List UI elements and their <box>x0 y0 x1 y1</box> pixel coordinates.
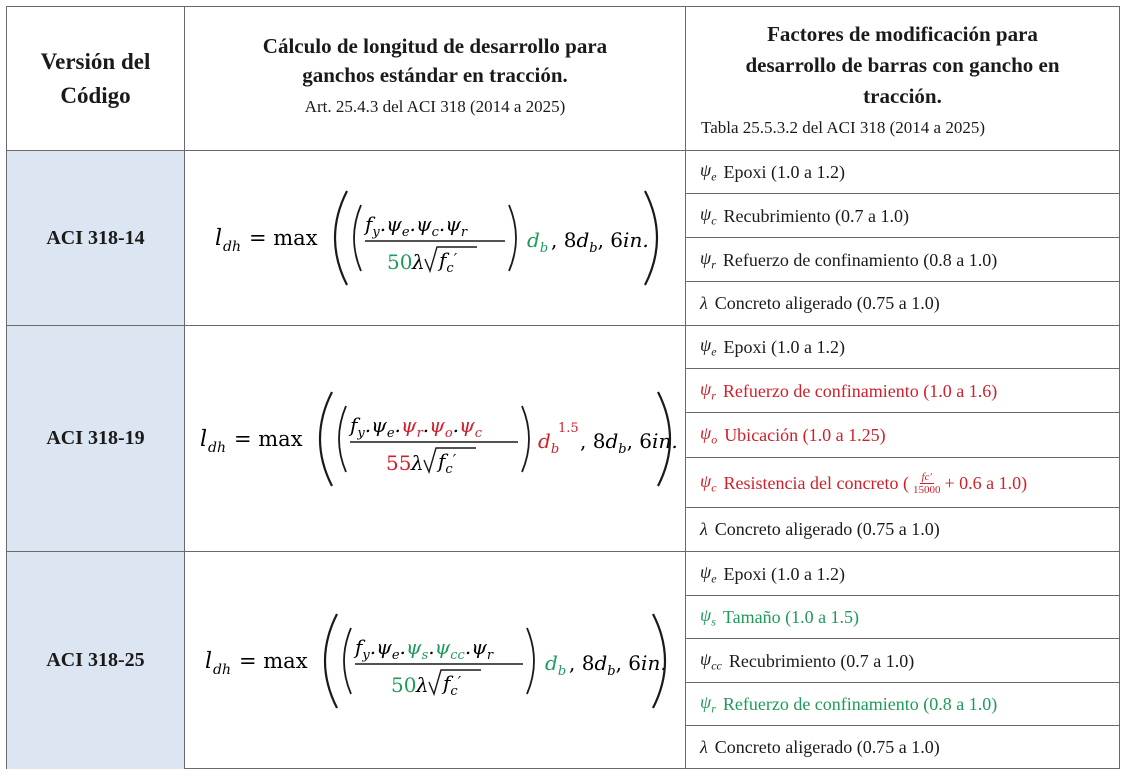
factor-symbol: $\psi_c$ <box>700 470 717 495</box>
factor-symbol: $\psi_o$ <box>700 423 718 447</box>
version-cell-318-14: ACI 318-14 <box>7 151 184 325</box>
factor-cell <box>686 458 1119 508</box>
db: $d_b$ <box>538 428 560 457</box>
factor-symbol: λ <box>700 737 708 757</box>
factor-symbol: $\psi_e$ <box>700 160 717 184</box>
numerator: $f_y.\psi_e.\psi_r.\psi_o.\psi_c$ <box>350 412 482 441</box>
denominator-rest: λ <box>416 672 429 697</box>
factor-divider <box>686 457 1119 458</box>
factor-symbol-sub: cc <box>711 658 722 673</box>
ld-comparison-table <box>6 6 1120 769</box>
op-max: = max <box>234 426 303 451</box>
factor-text: Recubrimiento (0.7 a 1.0) <box>728 650 915 671</box>
lhs-l: l <box>215 226 223 251</box>
factor-text: Concreto aligerado (0.75 a 1.0) <box>714 737 940 757</box>
factor-divider <box>686 682 1119 683</box>
factor-cell <box>686 683 1119 726</box>
db: $d_b$ <box>545 650 567 679</box>
factor-symbol: λ <box>700 519 708 539</box>
grid-hline-row2 <box>7 551 1119 552</box>
big-paren-left <box>335 191 347 285</box>
paren-right <box>527 628 534 694</box>
factor-symbol: $\psi_r$ <box>700 247 716 272</box>
factor-text-after: + 0.6 a 1.0) <box>944 472 1028 493</box>
factor-symbol-sub: e <box>711 344 717 359</box>
coef: 55 <box>386 450 412 475</box>
header-factors-subtitle: Tabla 25.5.3.2 del ACI 318 (2014 a 2025) <box>701 118 985 137</box>
fc: $f_c'$ <box>438 448 457 477</box>
tail: , $8d_b$, 6in. <box>569 650 667 679</box>
factor-text: Recubrimiento (0.7 a 1.0) <box>723 205 909 226</box>
lhs-sub: dh <box>223 239 241 255</box>
grid-hline-row1 <box>7 325 1119 326</box>
grid-vline-1 <box>184 7 185 768</box>
factor-divider <box>686 281 1119 282</box>
op-max: = max <box>239 648 308 673</box>
db-exponent: 1.5 <box>558 420 579 436</box>
numerator: $f_y.\psi_e.\psi_s.\psi_{cc}.\psi_r$ <box>355 634 494 663</box>
factor-text: Epoxi (1.0 a 1.2) <box>723 337 845 357</box>
coef: 50 <box>387 250 413 274</box>
factor-fraction-num: fc′ <box>921 470 932 483</box>
factor-symbol-sub: r <box>711 701 716 716</box>
factor-symbol-sub: c <box>711 213 717 228</box>
factor-fraction <box>913 471 941 496</box>
factor-cell <box>686 238 1119 282</box>
factor-fraction-den: 15000 <box>912 483 941 496</box>
header-calc-line1: Cálculo de longitud de desarrollo para <box>262 34 608 58</box>
numerator: $f_y.\psi_e.\psi_c.\psi_r$ <box>365 212 468 240</box>
factor-text: Tamaño (1.0 a 1.5) <box>722 607 860 627</box>
paren-left <box>344 628 351 694</box>
formula-318-14-svg <box>215 183 655 293</box>
factor-symbol-sub: o <box>711 432 718 447</box>
factor-cell <box>686 508 1119 551</box>
factor-cell <box>686 151 1119 194</box>
factor-text: Epoxi (1.0 a 1.2) <box>723 563 845 584</box>
factor-divider <box>686 412 1119 413</box>
formula-318-25 <box>185 552 685 769</box>
denominator-rest: λ <box>411 450 424 475</box>
header-calc-subtitle: Art. 25.4.3 del ACI 318 (2014 a 2025) <box>304 97 566 116</box>
fc: $f_c'$ <box>443 670 462 699</box>
factor-text: Refuerzo de confinamiento (1.0 a 1.6) <box>722 380 998 401</box>
factor-symbol-sub: r <box>711 257 716 272</box>
tail: , $8d_b$, 6in. <box>551 228 649 256</box>
factor-text: Epoxi (1.0 a 1.2) <box>723 162 845 182</box>
header-version <box>7 7 184 150</box>
factor-cell <box>686 552 1119 596</box>
lhs-sub: dh <box>213 661 231 678</box>
header-version-line1: Versión del <box>40 48 151 74</box>
factor-cell <box>686 726 1119 769</box>
header-factors-line2: desarrollo de barras con gancho en <box>745 53 1060 77</box>
factor-cell <box>686 596 1119 639</box>
big-paren-left <box>320 392 332 486</box>
factor-symbol: $\psi_c$ <box>700 203 717 228</box>
factor-cell <box>686 369 1119 413</box>
factor-symbol: $\psi_r$ <box>700 378 716 403</box>
factor-symbol: $\psi_{cc}$ <box>700 648 722 673</box>
factor-divider <box>686 638 1119 639</box>
factor-divider <box>686 193 1119 194</box>
factor-symbol-sub: r <box>711 388 716 403</box>
factor-symbol-sub: s <box>711 614 716 629</box>
big-paren-left <box>325 614 337 708</box>
header-factors <box>686 7 1119 150</box>
grid-vline-2 <box>685 7 686 768</box>
coef: 50 <box>391 672 417 697</box>
paren-right <box>522 406 529 472</box>
version-cell-318-19: ACI 318-19 <box>7 326 184 551</box>
op-max: = max <box>249 226 318 250</box>
factor-text: Refuerzo de confinamiento (0.8 a 1.0) <box>722 694 998 714</box>
lhs-l: l <box>205 648 213 674</box>
factor-symbol: λ <box>700 293 708 313</box>
factor-cell <box>686 639 1119 683</box>
formula-318-14 <box>185 151 685 325</box>
factor-cell <box>686 282 1119 325</box>
factor-symbol-sub: e <box>711 169 717 184</box>
formula-318-19-svg <box>200 384 678 494</box>
factor-symbol-sub: e <box>711 571 717 586</box>
factor-cell <box>686 413 1119 458</box>
formula-318-25-svg <box>205 606 665 716</box>
factor-cell <box>686 326 1119 369</box>
factor-divider <box>686 237 1119 238</box>
factor-symbol: $\psi_e$ <box>700 561 717 586</box>
header-version-line2: Código <box>60 82 131 108</box>
factor-text: Refuerzo de confinamiento (0.8 a 1.0) <box>722 249 998 270</box>
factor-text: Concreto aligerado (0.75 a 1.0) <box>714 293 940 313</box>
grid-hline-header <box>7 150 1119 151</box>
header-factors-line1: Factores de modificación para <box>767 22 1038 46</box>
lhs-sub: dh <box>208 439 226 456</box>
db: $d_b$ <box>527 228 549 256</box>
factor-cell <box>686 194 1119 238</box>
factor-symbol: $\psi_e$ <box>700 335 717 359</box>
version-cell-318-25: ACI 318-25 <box>7 552 184 769</box>
paren-left <box>339 406 346 472</box>
tail: , $8d_b$, 6in. <box>580 428 678 457</box>
factor-divider <box>686 368 1119 369</box>
factor-divider <box>686 725 1119 726</box>
factor-symbol: $\psi_s$ <box>700 605 716 629</box>
header-factors-line3: tracción. <box>863 84 942 108</box>
factor-divider <box>686 507 1119 508</box>
factor-text: Resistencia del concreto ( <box>723 472 909 493</box>
fc: $f_c'$ <box>439 248 458 276</box>
paren-left <box>354 205 361 271</box>
formula-318-19 <box>185 326 685 551</box>
header-calc-line2: ganchos estándar en tracción. <box>302 63 568 87</box>
lhs-l: l <box>200 426 208 452</box>
paren-right <box>509 205 516 271</box>
denominator-rest: λ <box>412 250 425 274</box>
factor-text: Concreto aligerado (0.75 a 1.0) <box>714 519 940 539</box>
factor-symbol-sub: c <box>711 480 717 495</box>
factor-symbol: $\psi_r$ <box>700 692 716 716</box>
factor-text: Ubicación (1.0 a 1.25) <box>724 425 886 445</box>
header-calc <box>185 7 685 150</box>
factor-divider <box>686 595 1119 596</box>
